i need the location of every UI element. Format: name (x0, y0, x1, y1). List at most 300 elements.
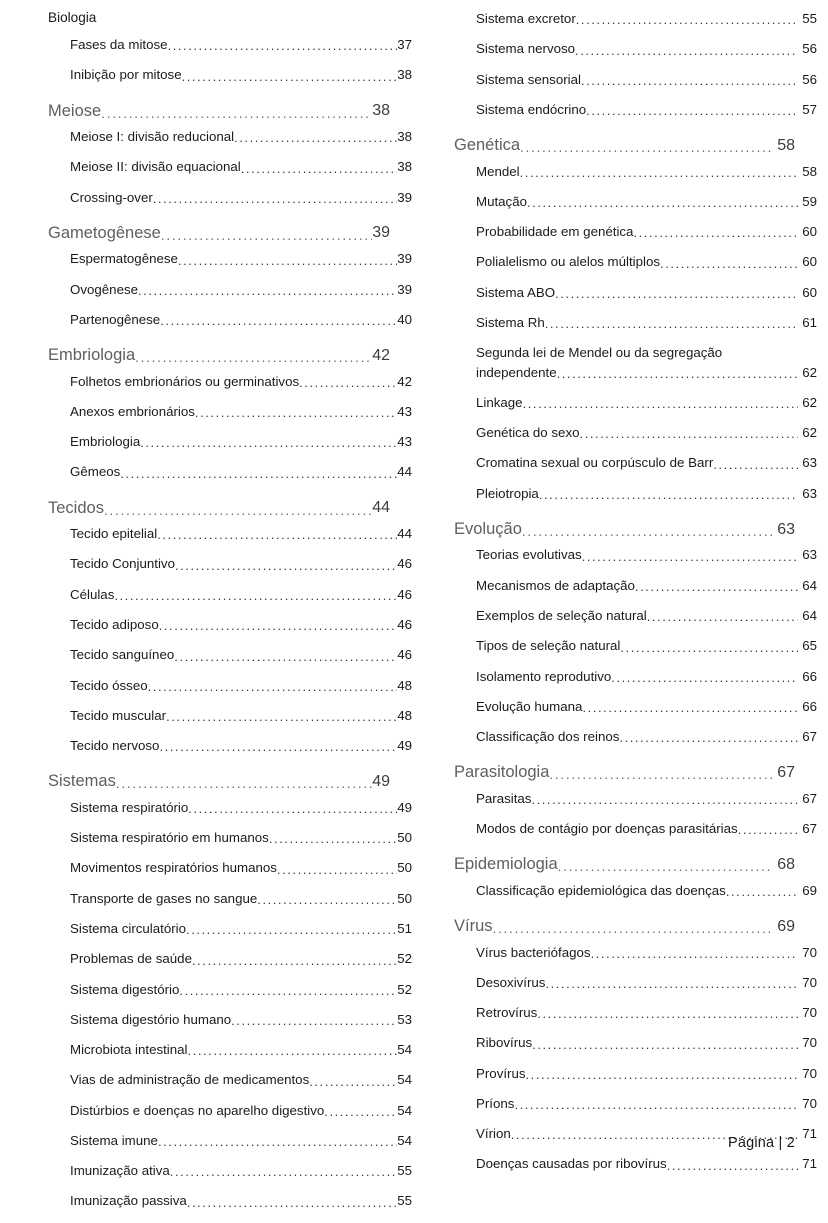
toc-page-number: 49 (397, 738, 412, 754)
toc-entry-virus-bacteriofagos[interactable] (454, 944, 817, 961)
toc-label: Cromatina sexual ou corpúsculo de Barr (476, 455, 714, 471)
toc-entry-prions[interactable] (454, 1095, 817, 1112)
toc-leader-dots (188, 802, 397, 815)
toc-page-number: 39 (397, 281, 412, 297)
toc-leader-dots (591, 947, 799, 960)
toc-entry-problemas-de-saude[interactable] (48, 950, 412, 967)
toc-entry-evolucao-humana[interactable] (454, 698, 817, 715)
toc-page-number: 67 (777, 763, 795, 781)
toc-leader-dots (168, 39, 398, 52)
toc-label: Parasitas (476, 790, 532, 806)
toc-label: Ribovírus (476, 1035, 533, 1051)
toc-label: Sistema ABO (476, 284, 556, 300)
toc-page-number: 50 (397, 830, 412, 846)
toc-page-number: 55 (802, 11, 817, 26)
toc-label: Classificação epidemiológica das doenças (476, 882, 726, 898)
toc-page-number: 55 (397, 1163, 412, 1179)
toc-label: Sistema nervoso (476, 41, 576, 57)
toc-label: Sistema endócrino (476, 101, 587, 117)
toc-entry-sistema-digestorio-humano[interactable] (48, 1011, 412, 1028)
toc-entry-embriologia[interactable] (48, 345, 390, 366)
toc-label: Crossing-over (70, 189, 153, 205)
toc-leader-dots (101, 107, 372, 121)
toc-page-number: 59 (802, 193, 817, 209)
toc-leader-dots (545, 317, 798, 330)
toc-label: Células (70, 586, 115, 602)
toc-entry-segunda-lei-de-mendel-ou-da-segregacao-independe[interactable] (454, 344, 817, 381)
toc-page-number: 49 (397, 799, 412, 815)
toc-label: Sistema circulatório (70, 920, 187, 936)
toc-leader-dots (549, 768, 773, 782)
toc-leader-dots (555, 287, 798, 300)
toc-leader-dots (148, 680, 398, 693)
toc-page-number: 48 (397, 707, 412, 723)
toc-leader-dots (174, 650, 397, 663)
toc-page-number: 38 (397, 159, 412, 175)
toc-page-number: 38 (397, 67, 412, 83)
toc-entry-genetica-do-sexo[interactable] (454, 424, 817, 441)
toc-leader-dots (557, 367, 799, 380)
toc-label: Inibição por mitose (70, 67, 182, 83)
toc-leader-dots (493, 922, 774, 936)
toc-label: Parasitologia (454, 763, 550, 782)
toc-page-number: 65 (802, 638, 817, 654)
toc-leader-dots (582, 701, 798, 714)
toc-page-number: 69 (802, 882, 817, 898)
toc-label: Sistema Rh (476, 314, 545, 330)
toc-leader-dots (135, 351, 372, 365)
toc-label: Tipos de seleção natural (476, 638, 621, 654)
toc-label: Exemplos de seleção natural (476, 607, 647, 623)
toc-label: Evolução humana (476, 698, 583, 714)
toc-label-line-2: independente (476, 364, 557, 380)
toc-page-number: 70 (802, 1035, 817, 1051)
toc-leader-dots (187, 1196, 397, 1209)
toc-label: Vírus (454, 917, 493, 936)
toc-page-number: 46 (397, 586, 412, 602)
toc-entry-fases-da-mitose[interactable] (48, 36, 412, 53)
toc-page-number: 58 (802, 163, 817, 179)
toc-page-number: 70 (802, 974, 817, 990)
toc-label: Meiose II: divisão equacional (70, 159, 241, 175)
toc-label: Imunização passiva (70, 1193, 187, 1209)
toc-leader-dots (192, 954, 397, 967)
toc-label: Embriologia (70, 434, 141, 450)
toc-entry-retrovirus[interactable] (454, 1004, 817, 1021)
toc-leader-dots (159, 619, 397, 632)
toc-entry-gemeos[interactable] (48, 463, 412, 480)
toc-page-number: 37 (397, 37, 412, 52)
toc-entry-espermatogenese[interactable] (48, 250, 412, 267)
toc-label: Mutação (476, 193, 527, 209)
toc-entry-gametogenese[interactable] (48, 223, 390, 244)
toc-leader-dots (195, 406, 397, 419)
toc-leader-dots (520, 166, 799, 179)
toc-page-number: 67 (802, 729, 817, 745)
toc-page-number: 38 (397, 129, 412, 144)
toc-label: Classificação dos reinos (476, 729, 620, 745)
toc-label: Pleiotropia (476, 485, 539, 501)
toc-page-number: 61 (802, 314, 817, 330)
toc-entry-classificacao-dos-reinos[interactable] (454, 728, 817, 745)
toc-leader-dots (179, 984, 397, 997)
toc-heading-biologia (48, 10, 390, 25)
toc-leader-dots (104, 504, 372, 518)
toc-page-number: 49 (372, 773, 390, 791)
toc-leader-dots (175, 559, 397, 572)
toc-page-number: 54 (397, 1132, 412, 1148)
toc-entry-tecido-nervoso[interactable] (48, 737, 412, 754)
toc-page-number: 62 (802, 425, 817, 441)
toc-label: Modos de contágio por doenças parasitárias (476, 821, 738, 837)
toc-leader-dots (158, 1135, 397, 1148)
toc-page-number: 39 (372, 224, 390, 242)
toc-entry-tipos-de-selecao-natural[interactable] (454, 637, 817, 654)
toc-entry-tecidos[interactable] (48, 498, 390, 519)
toc-entry-tecido-adiposo[interactable] (48, 616, 412, 633)
toc-entry-meiose[interactable] (48, 101, 390, 122)
toc-page-number: 48 (397, 677, 412, 693)
toc-label: Problemas de saúde (70, 951, 192, 967)
toc-page-number: 68 (777, 855, 795, 873)
toc-leader-dots (522, 525, 773, 539)
toc-page-number: 70 (802, 1065, 817, 1081)
toc-entry-doencas-causadas-por-ribovirus[interactable] (454, 1155, 817, 1172)
toc-entry-vias-de-administracao-de-medicamentos[interactable] (48, 1071, 412, 1088)
toc-leader-dots (166, 710, 397, 723)
toc-label: Gametogênese (48, 223, 161, 242)
toc-label: Partenogênese (70, 311, 161, 327)
toc-page-number: 66 (802, 668, 817, 684)
toc-page-number: 64 (802, 607, 817, 623)
toc-leader-dots (558, 860, 774, 874)
toc-page-number: 70 (802, 1095, 817, 1111)
toc-entry-sistema-nervoso[interactable] (454, 40, 817, 57)
toc-entry-sistema-sensorial[interactable] (454, 71, 817, 88)
toc-page-number: 39 (397, 189, 412, 205)
toc-leader-dots (157, 528, 397, 541)
toc-page-number: 71 (802, 1156, 817, 1172)
toc-entry-tecido-osseo[interactable] (48, 677, 412, 694)
toc-leader-dots (520, 141, 773, 155)
toc-page-number: 69 (777, 917, 795, 935)
toc-leader-dots (178, 254, 397, 267)
toc-page-number: 67 (802, 821, 817, 837)
toc-entry-virus[interactable] (454, 916, 795, 937)
toc-leader-dots (611, 671, 798, 684)
toc-leader-dots (660, 257, 798, 270)
toc-leader-dots (620, 641, 798, 654)
toc-leader-dots (635, 580, 798, 593)
toc-leader-dots (116, 777, 372, 791)
toc-label: Epidemiologia (454, 855, 558, 874)
toc-label: Tecido ósseo (70, 677, 148, 693)
toc-label: Tecido nervoso (70, 738, 160, 754)
toc-label: Sistema respiratório (70, 799, 189, 815)
toc-entry-tecido-sanguineo[interactable] (48, 646, 412, 663)
toc-leader-dots (539, 488, 798, 501)
toc-leader-dots (586, 104, 798, 117)
toc-leader-dots (114, 589, 397, 602)
toc-label: Desoxivírus (476, 974, 546, 990)
toc-entry-sistema-circulatorio[interactable] (48, 920, 412, 937)
toc-page-number: 54 (397, 1072, 412, 1088)
toc-page-number: 46 (397, 556, 412, 572)
toc-leader-dots (138, 284, 397, 297)
toc-leader-dots (581, 74, 798, 87)
toc-page-number: 70 (802, 1005, 817, 1021)
toc-label: Espermatogênese (70, 251, 178, 267)
toc-entry-sistema-rh[interactable] (454, 314, 817, 331)
toc-leader-dots (188, 1044, 398, 1057)
toc-entry-mendel[interactable] (454, 163, 817, 180)
toc-entry-modos-de-contagio-por-doencas-parasitarias[interactable] (454, 820, 817, 837)
toc-leader-dots (738, 823, 799, 836)
toc-entry-sistema-digestorio[interactable] (48, 981, 412, 998)
toc-label: Tecido adiposo (70, 616, 159, 632)
toc-label: Microbiota intestinal (70, 1042, 188, 1058)
toc-label: Sistema digestório (70, 981, 180, 997)
toc-entry-epidemiologia[interactable] (454, 854, 795, 875)
toc-page-number: 46 (397, 616, 412, 632)
toc-page-number: 66 (802, 698, 817, 714)
toc-entry-linkage[interactable] (454, 394, 817, 411)
toc-leader-dots (160, 314, 397, 327)
toc-label: Imunização ativa (70, 1163, 170, 1179)
toc-entry-ribovirus[interactable] (454, 1034, 817, 1051)
toc-entry-desoxivirus[interactable] (454, 974, 817, 991)
toc-page-number: 63 (802, 455, 817, 471)
toc-leader-dots (277, 863, 397, 876)
toc-page-number: 44 (397, 464, 412, 480)
toc-leader-dots (309, 1075, 397, 1088)
toc-page-number: 71 (802, 1126, 817, 1142)
toc-entry-tail (476, 364, 817, 381)
toc-page-number: 43 (397, 434, 412, 450)
toc-entry-tecido-conjuntivo[interactable] (48, 555, 412, 572)
toc-entry-disturbios-e-doencas-no-aparelho-digestivo[interactable] (48, 1102, 412, 1119)
toc-label: Sistemas (48, 772, 116, 791)
toc-entry-parasitas[interactable] (454, 790, 817, 807)
toc-entry-provirus[interactable] (454, 1065, 817, 1082)
toc-label: Isolamento reprodutivo (476, 668, 612, 684)
toc-entry-sistema-respiratorio-em-humanos[interactable] (48, 829, 412, 846)
toc-leader-dots (527, 196, 798, 209)
toc-page-number: 60 (802, 284, 817, 300)
toc-label: Doenças causadas por ribovírus (476, 1156, 667, 1172)
toc-entry-sistema-imune[interactable] (48, 1132, 412, 1149)
page-footer: Página | 2 (727, 1135, 795, 1151)
toc-column-left (0, 10, 438, 1223)
toc-entry-genetica[interactable] (454, 135, 795, 156)
toc-label: Linkage (476, 394, 523, 410)
toc-label: Sistema imune (70, 1132, 158, 1148)
toc-leader-dots (231, 1014, 397, 1027)
toc-label: Probabilidade em genética (476, 224, 634, 240)
toc-page-number: 50 (397, 890, 412, 906)
toc-leader-dots (257, 893, 397, 906)
toc-entry-ovogenese[interactable] (48, 281, 412, 298)
toc-entry-imunizacao-passiva[interactable] (48, 1192, 412, 1209)
toc-label: Tecidos (48, 498, 104, 517)
toc-entry-meiose-i-divisao-reducional[interactable] (48, 128, 412, 145)
toc-page-number: 39 (397, 251, 412, 267)
toc-page-number: 53 (397, 1011, 412, 1027)
toc-page-number: 63 (802, 485, 817, 501)
toc-entry-sistema-abo[interactable] (454, 284, 817, 301)
toc-page-number: 63 (802, 547, 817, 563)
toc-page-number: 50 (397, 860, 412, 876)
toc-entry-microbiota-intestinal[interactable] (48, 1041, 412, 1058)
toc-leader-dots (582, 550, 799, 563)
toc-entry-cromatina-sexual-ou-corpusculo-de-barr[interactable] (454, 454, 817, 471)
toc-page-number: 38 (372, 102, 390, 120)
toc-leader-dots (161, 229, 372, 243)
toc-label: Mecanismos de adaptação (476, 577, 635, 593)
toc-label: Sistema excretor (476, 11, 576, 26)
toc-leader-dots (575, 44, 798, 57)
toc-leader-dots (633, 226, 798, 239)
toc-entry-embriologia[interactable] (48, 433, 412, 450)
toc-label: Tecido sanguíneo (70, 647, 175, 663)
toc-page-number: 58 (777, 136, 795, 154)
toc-page-number: 57 (802, 101, 817, 117)
toc-entry-parasitologia[interactable] (454, 762, 795, 783)
toc-entry-sistema-excretor[interactable] (454, 10, 817, 27)
toc-leader-dots (186, 923, 397, 936)
toc-entry-tecido-muscular[interactable] (48, 707, 412, 724)
toc-leader-dots (713, 458, 798, 471)
toc-label: Gêmeos (70, 464, 121, 480)
toc-label: Vírus bacteriófagos (476, 944, 591, 960)
toc-page-number: 56 (802, 41, 817, 57)
toc-label: Polialelismo ou alelos múltiplos (476, 254, 661, 270)
toc-page-number: 43 (397, 403, 412, 419)
toc-label: Embriologia (48, 346, 136, 365)
toc-page-number: 54 (397, 1102, 412, 1118)
toc-page-number: 56 (802, 71, 817, 87)
toc-leader-dots (580, 427, 799, 440)
toc-leader-dots (537, 1007, 798, 1020)
toc-entry-classificacao-epidemiologica-das-doencas[interactable] (454, 882, 817, 899)
toc-leader-dots (532, 1038, 798, 1051)
toc-label: Biologia (48, 10, 97, 25)
toc-entry-celulas[interactable] (48, 586, 412, 603)
toc-leader-dots (647, 610, 798, 623)
toc-leader-dots (526, 1068, 799, 1081)
toc-page-number: 62 (802, 364, 817, 380)
toc-leader-dots (269, 832, 397, 845)
toc-entry-evolucao[interactable] (454, 519, 795, 540)
toc-page-number: 60 (802, 224, 817, 240)
toc-label: Tecido muscular (70, 707, 167, 723)
toc-page-number: 52 (397, 981, 412, 997)
toc-label: Evolução (454, 519, 522, 538)
toc-page-number: 42 (397, 373, 412, 389)
toc-leader-dots (170, 1165, 397, 1178)
toc-entry-inibicao-por-mitose[interactable] (48, 66, 412, 83)
toc-page-number: 42 (372, 346, 390, 364)
toc-label: Sistema respiratório em humanos (70, 830, 269, 846)
toc-label: Teorias evolutivas (476, 547, 582, 563)
toc-label: Transporte de gases no sangue (70, 890, 258, 906)
toc-entry-transporte-de-gases-no-sangue[interactable] (48, 890, 412, 907)
toc-entry-meiose-ii-divisao-equacional[interactable] (48, 158, 412, 175)
toc-label: Retrovírus (476, 1005, 538, 1021)
toc-leader-dots (531, 793, 798, 806)
toc-page-number: 52 (397, 951, 412, 967)
toc-entry-partenogenese[interactable] (48, 311, 412, 328)
toc-entry-pleiotropia[interactable] (454, 485, 817, 502)
toc-page-number: 70 (802, 944, 817, 960)
toc-entry-movimentos-respiratorios-humanos[interactable] (48, 859, 412, 876)
toc-label: Tecido Conjuntivo (70, 556, 175, 572)
toc-leader-dots (153, 192, 397, 205)
toc-page-number: 51 (397, 920, 412, 936)
toc-entry-mutacao[interactable] (454, 193, 817, 210)
toc-entry-teorias-evolutivas[interactable] (454, 546, 817, 563)
toc-page-number: 67 (802, 790, 817, 806)
toc-leader-dots (514, 1098, 798, 1111)
toc-entry-anexos-embrionarios[interactable] (48, 403, 412, 420)
toc-leader-dots (140, 436, 397, 449)
toc-entry-probabilidade-em-genetica[interactable] (454, 223, 817, 240)
toc-page-number: 44 (372, 499, 390, 517)
toc-entry-tecido-epitelial[interactable] (48, 525, 412, 542)
toc-label: Anexos embrionários (70, 403, 195, 419)
toc-label: Ovogênese (70, 281, 139, 297)
toc-leader-dots (120, 467, 397, 480)
toc-label-line-1: Segunda lei de Mendel ou da segregação (476, 345, 723, 361)
toc-entry-sistema-respiratorio[interactable] (48, 799, 412, 816)
toc-page-number: 44 (397, 526, 412, 542)
toc-label: Vírion (476, 1126, 511, 1142)
toc-label: Genética (454, 136, 521, 155)
toc-page-number: 62 (802, 394, 817, 410)
toc-label: Vias de administração de medicamentos (70, 1072, 310, 1088)
toc-entry-sistema-endocrino[interactable] (454, 101, 817, 118)
toc-entry-exemplos-de-selecao-natural[interactable] (454, 607, 817, 624)
toc-entry-crossing-over[interactable] (48, 189, 412, 206)
toc-page-number: 46 (397, 647, 412, 663)
toc-label: Genética do sexo (476, 425, 580, 441)
toc-leader-dots (182, 70, 398, 83)
toc-page-number: 63 (777, 520, 795, 538)
toc-leader-dots (299, 376, 397, 389)
toc-entry-folhetos-embrionarios-ou-germinativos[interactable] (48, 373, 412, 390)
toc-label: Meiose I: divisão reducional (70, 129, 235, 144)
toc-leader-dots (234, 131, 397, 144)
toc-label: Provírus (476, 1065, 526, 1081)
toc-page-number: 54 (397, 1042, 412, 1058)
toc-page-number: 55 (397, 1193, 412, 1209)
toc-leader-dots (159, 740, 397, 753)
toc-leader-dots (545, 977, 798, 990)
toc-leader-dots (667, 1159, 799, 1172)
toc-label: Meiose (48, 101, 102, 120)
toc-page-number: 40 (397, 311, 412, 327)
toc-entry-polialelismo-ou-alelos-multiplos[interactable] (454, 253, 817, 270)
toc-label: Distúrbios e doenças no aparelho digestivo (70, 1102, 325, 1118)
toc-label: Sistema sensorial (476, 71, 581, 87)
toc-label: Sistema digestório humano (70, 1011, 232, 1027)
toc-label: Movimentos respiratórios humanos (70, 860, 277, 876)
toc-entry-isolamento-reprodutivo[interactable] (454, 668, 817, 685)
toc-entry-mecanismos-de-adaptacao[interactable] (454, 577, 817, 594)
toc-page-number: 64 (802, 577, 817, 593)
toc-entry-sistemas[interactable] (48, 771, 390, 792)
toc-label: Folhetos embrionários ou germinativos (70, 373, 300, 389)
